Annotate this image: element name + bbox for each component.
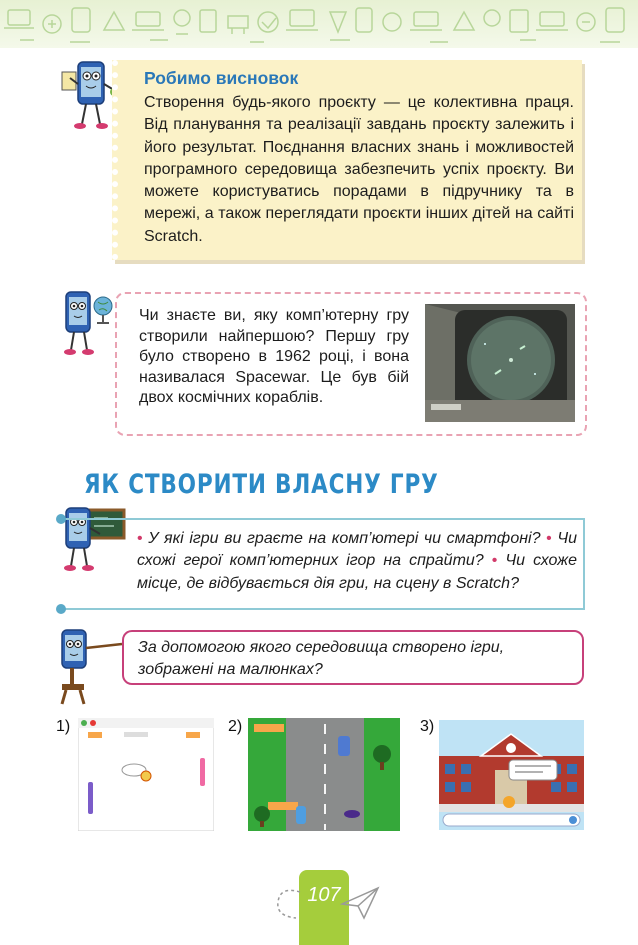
conclusion-text: Створення будь-якого проєкту — це колективна праця. Від планування та реалізації завдань проєкту залежить і його результат. Поєднання власних знань і можливостей програмного середовища забезпечить успіх проєкту. Ви можете користуватись порадами в підручнику та в мережі, а також переглядати проєкти інших дітей на сайті Scratch. xyxy=(144,94,574,245)
screenshot-3-label: 3) xyxy=(420,718,435,735)
screenshot-1-label: 1) xyxy=(56,718,71,735)
game-screenshot-pong xyxy=(78,718,214,831)
conclusion-note xyxy=(112,60,582,260)
top-decorative-band xyxy=(0,0,638,48)
prompt-text: За допомогою якого середовища створено ігри, зображені на малюнках? xyxy=(138,639,505,678)
dot-icon xyxy=(56,604,66,614)
game-screenshot-school xyxy=(439,720,584,830)
phone-mascot-globe-icon xyxy=(60,290,116,360)
bullet-icon: • xyxy=(546,530,552,547)
doodle-pattern-icon xyxy=(0,0,638,48)
page-number: 107 xyxy=(307,884,341,906)
paper-plane-icon xyxy=(340,882,380,922)
questions-box xyxy=(123,518,585,610)
bullet-icon: • xyxy=(137,530,143,547)
spacewar-photo xyxy=(425,304,575,422)
question-1: У які ігри ви граєте на комп’ютері чи смартфоні? xyxy=(148,530,541,547)
game-screenshot-racing xyxy=(248,718,400,831)
phone-mascot-pointer-icon xyxy=(58,628,124,708)
fact-text: Чи знаєте ви, яку комп’ютерну гру створили найпершою? Першу гру було створено в 1962 році, і вона називалася Spacewar. Це був бій двох космічних кораблів. xyxy=(139,307,409,406)
dot-icon xyxy=(56,514,66,524)
question-2: Чи схожі герої комп’ютерних ігор на спрайти? xyxy=(137,530,577,570)
phone-mascot-teacher-icon xyxy=(60,504,126,576)
question-3: Чи схоже місце, де відбувається дія гри, на сцену в Scratch? xyxy=(137,552,577,592)
prompt-speech-box xyxy=(122,630,584,685)
screenshot-2-label: 2) xyxy=(228,718,243,735)
section-title: ЯК СТВОРИТИ ВЛАСНУ ГРУ xyxy=(84,469,439,500)
conclusion-title: Робимо висновок xyxy=(144,68,299,88)
questions-text xyxy=(137,528,577,595)
questions-box-line xyxy=(61,608,123,610)
bullet-icon: • xyxy=(491,552,498,570)
dashed-swirl-icon xyxy=(272,886,302,922)
questions-box-line xyxy=(61,518,123,520)
did-you-know-box xyxy=(115,292,587,436)
